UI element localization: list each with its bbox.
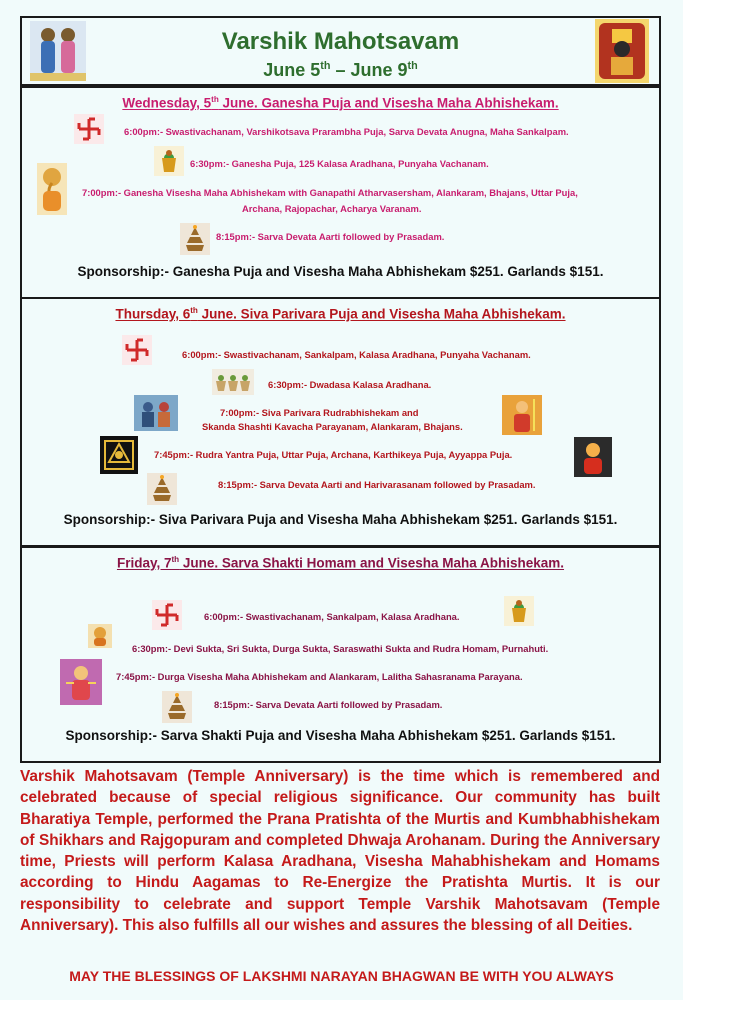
event-line: Archana, Rajopachar, Acharya Varanam. [242, 203, 422, 214]
ganesha-image [37, 163, 67, 215]
event-line: 6:00pm:- Swastivachanam, Sankalpam, Kalasa Aradhana, Punyaha Vachanam. [182, 349, 531, 360]
header-box [20, 16, 661, 86]
shiva-family-image [134, 395, 178, 431]
ayyappa-image [574, 437, 612, 477]
swastika-icon [122, 335, 152, 365]
event-line: 7:45pm:- Rudra Yantra Puja, Uttar Puja, Archana, Karthikeya Puja, Ayyappa Puja. [154, 449, 513, 460]
event-line: 7:00pm:- Ganesha Visesha Maha Abhishekam with Ganapathi Atharvasersham, Alankaram, Bhajans, Uttar Puja, [82, 187, 578, 198]
date-range: June 5th – June 9th [263, 60, 418, 80]
description-paragraph: Varshik Mahotsavam (Temple Anniversary) is the time which is remembered and celebrated because of special religious significance. Our community has built Bharatiya Temple, performed the Prana Pratishta of the Murtis and Kumbhabhishekam of Shikhars and Rajgopuram and completed Dhwaja Arohanam. During the Anniversary time, Priests will perform Kalasa Aradhana, Visesha Mahabhishekam and Homams according to Hindu Aagamas to Re-Energize the Pratishta Murtis. It is our responsibility to celebrate and support Temple Varshik Mahotsavam (Temple Anniversary). This also fulfills all our wishes and assures the blessing of all Deities. [20, 768, 660, 935]
event-line: 8:15pm:- Sarva Devata Aarti followed by Prasadam. [216, 231, 445, 242]
event-line: 6:30pm:- Dwadasa Kalasa Aradhana. [268, 379, 432, 390]
goddess-image [60, 659, 102, 705]
aarti-icon [147, 473, 177, 505]
day-section-wednesday [20, 86, 661, 299]
day-heading: Thursday, 6th June. Siva Parivara Puja and Visesha Maha Abhishekam. [115, 306, 566, 322]
day-heading: Friday, 7th June. Sarva Shakti Homam and Visesha Maha Abhishekam. [116, 555, 565, 571]
event-line: 6:30pm:- Devi Sukta, Sri Sukta, Durga Sukta, Saraswathi Sukta and Rudra Homam, Purnahuti. [132, 643, 549, 654]
swastika-icon [74, 114, 104, 144]
blessing-banner: MAY THE BLESSINGS OF LAKSHMI NARAYAN BHAGWAN BE WITH YOU ALWAYS [69, 968, 614, 984]
swastika-icon [152, 600, 182, 630]
kalasa-icon [504, 596, 534, 626]
sponsorship: Sponsorship:- Siva Parivara Puja and Visesha Maha Abhishekam $251. Garlands $151. [63, 512, 618, 527]
day-section-thursday [20, 297, 661, 547]
event-line: 8:15pm:- Sarva Devata Aarti followed by Prasadam. [214, 699, 443, 710]
event-line: Skanda Shashti Kavacha Parayanam, Alankaram, Bhajans. [202, 421, 463, 432]
event-line: 7:00pm:- Siva Parivara Rudrabhishekam and [220, 407, 419, 418]
event-line: 6:30pm:- Ganesha Puja, 125 Kalasa Aradhana, Punyaha Vachanam. [190, 158, 489, 169]
ganesha-icon [88, 624, 112, 648]
day-section-friday [20, 546, 661, 763]
day-heading: Wednesday, 5th June. Ganesha Puja and Visesha Maha Abhishekam. [122, 95, 559, 111]
kalasa-row-icon [212, 369, 254, 395]
sponsorship: Sponsorship:- Ganesha Puja and Visesha Maha Abhishekam $251. Garlands $151. [77, 264, 604, 279]
event-line: 6:00pm:- Swastivachanam, Varshikotsava Prarambha Puja, Sarva Devata Anugna, Maha Sankalpam. [124, 126, 569, 137]
kalasa-icon [154, 146, 184, 176]
murugan-image [502, 395, 542, 435]
balaji-image [595, 19, 649, 83]
event-line: 7:45pm:- Durga Visesha Maha Abhishekam and Alankaram, Lalitha Sahasranama Parayana. [116, 671, 523, 682]
rama-sita-image [30, 21, 86, 81]
yantra-icon [100, 436, 138, 474]
event-line: 8:15pm:- Sarva Devata Aarti and Harivarasanam followed by Prasadam. [218, 479, 536, 490]
event-line: 6:00pm:- Swastivachanam, Sankalpam, Kalasa Aradhana. [204, 611, 460, 622]
aarti-icon [162, 691, 192, 723]
page-title: Varshik Mahotsavam [221, 28, 460, 55]
aarti-icon [180, 223, 210, 255]
sponsorship: Sponsorship:- Sarva Shakti Puja and Visesha Maha Abhishekam $251. Garlands $151. [65, 728, 616, 743]
